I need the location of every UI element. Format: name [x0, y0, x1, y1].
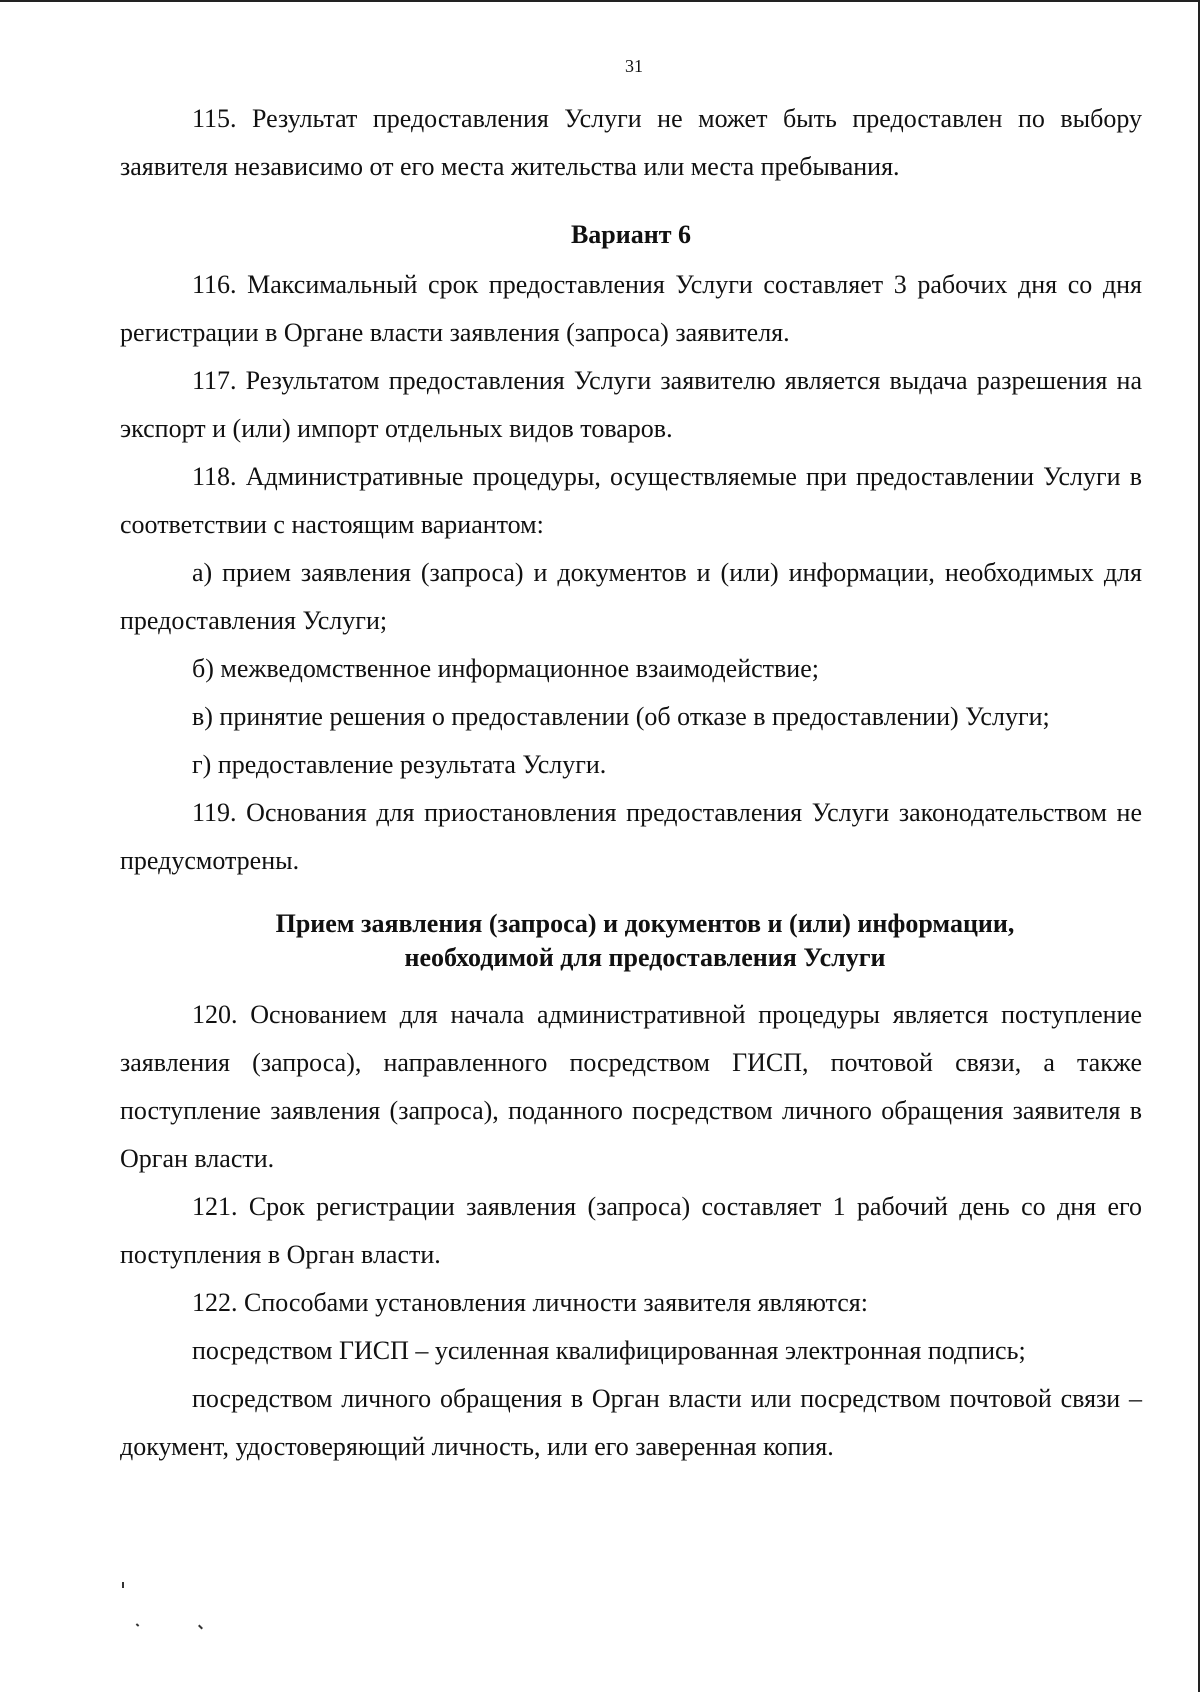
paragraph-119: 119. Основания для приостановления предоставления Услуги законодательством не предусмотрены. [120, 798, 1142, 875]
list-item-g: г) предоставление результата Услуги. [192, 750, 607, 779]
paragraph-122: 122. Способами установления личности заявителя являются: [192, 1288, 868, 1317]
identification-method-in-person: посредством личного обращения в Орган власти или посредством почтовой связи – документ, удостоверяющий личность, или его заверенная копия. [120, 1384, 1142, 1461]
list-item-v: в) принятие решения о предоставлении (об отказе в предоставлении) Услуги; [192, 702, 1050, 731]
section-heading-line-1: Прием заявления (запроса) и документов и (или) информации, [275, 909, 1015, 938]
section-heading-application-intake [120, 907, 1142, 975]
scan-speck [198, 1625, 203, 1630]
paragraph-117: 117. Результатом предоставления Услуги заявителю является выдача разрешения на экспорт и (или) импорт отдельных видов товаров. [120, 366, 1142, 443]
scan-speck [136, 1623, 140, 1626]
identification-method-gisp: посредством ГИСП – усиленная квалифицированная электронная подпись; [192, 1336, 1026, 1365]
paragraph-115: 115. Результат предоставления Услуги не может быть предоставлен по выбору заявителя независимо от его места жительства или места пребывания. [120, 104, 1142, 181]
paragraph-120: 120. Основанием для начала административной процедуры является поступление заявления (запроса), направленного посредством ГИСП, почтовой связи, а также поступление заявления (запроса), поданного посредством личного обращения заявителя в Орган власти. [120, 1000, 1142, 1173]
section-heading-line-2: необходимой для предоставления Услуги [404, 943, 886, 972]
paragraph-121: 121. Срок регистрации заявления (запроса) составляет 1 рабочий день со дня его поступления в Орган власти. [120, 1192, 1142, 1269]
paragraph-118: 118. Административные процедуры, осуществляемые при предоставлении Услуги в соответствии с настоящим вариантом: [120, 462, 1142, 539]
list-item-a: а) прием заявления (запроса) и документов и (или) информации, необходимых для предоставления Услуги; [120, 558, 1142, 635]
paragraph-116: 116. Максимальный срок предоставления Услуги составляет 3 рабочих дня со дня регистрации в Органе власти заявления (запроса) заявителя. [120, 270, 1142, 347]
page-edge-top [0, 0, 1200, 2]
section-heading-variant-6: Вариант 6 [570, 220, 692, 249]
scan-speck [122, 1582, 124, 1588]
list-item-b: б) межведомственное информационное взаимодействие; [192, 654, 819, 683]
page-number: 31 [625, 56, 643, 76]
document-body [120, 95, 1142, 1471]
